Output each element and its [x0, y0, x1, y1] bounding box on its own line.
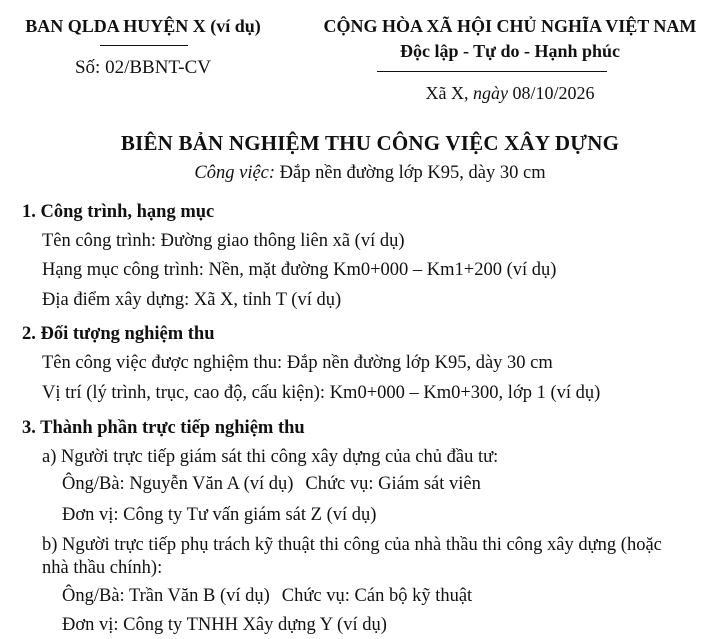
project-component-line: Hạng mục công trình: Nền, mặt đường Km0+000 – Km1+200 (ví dụ) — [42, 260, 557, 280]
project-location-line: Địa điểm xây dựng: Xã X, tỉnh T (ví dụ) — [42, 290, 342, 310]
contractor-intro-line-2: nhà thầu chính): — [42, 558, 163, 578]
supervisor-person-line — [62, 474, 481, 495]
supervisor-position: Chức vụ: Giám sát viên — [305, 474, 481, 494]
place: Xã X, — [425, 83, 473, 103]
contractor-intro-line-1: b) Người trực tiếp phụ trách kỹ thuật thi công của nhà thầu thi công xây dựng (hoặc — [42, 535, 662, 555]
section-3-heading: 3. Thành phần trực tiếp nghiệm thu — [22, 418, 305, 438]
issuing-organization: BAN QLDA HUYỆN X (ví dụ) — [25, 16, 261, 36]
national-title: CỘNG HÒA XÃ HỘI CHỦ NGHĨA VIỆT NAM — [323, 16, 697, 36]
contractor-name: Ông/Bà: Trần Văn B (ví dụ) — [62, 586, 270, 606]
work-item-subtitle — [0, 163, 720, 184]
national-motto: Độc lập - Tự do - Hạnh phúc — [399, 41, 621, 61]
org-underline — [100, 45, 188, 46]
contractor-position: Chức vụ: Cán bộ kỹ thuật — [281, 586, 473, 606]
contractor-unit-line: Đơn vị: Công ty TNHH Xây dựng Y (ví dụ) — [62, 615, 387, 635]
section-1-heading: 1. Công trình, hạng mục — [22, 202, 215, 222]
date-word: ngày — [472, 83, 508, 103]
supervisor-unit-line: Đơn vị: Công ty Tư vấn giám sát Z (ví dụ) — [62, 505, 377, 525]
subtitle-label: Công việc: — [194, 163, 276, 183]
section-2-heading: 2. Đối tượng nghiệm thu — [22, 324, 215, 344]
document-number: Số: 02/BBNT-CV — [74, 57, 212, 78]
contractor-person-line — [62, 586, 472, 607]
supervisor-name: Ông/Bà: Nguyễn Văn A (ví dụ) — [62, 474, 294, 494]
subtitle-value: Đắp nền đường lớp K95, dày 30 cm — [275, 163, 546, 183]
date-value: 08/10/2026 — [507, 83, 595, 103]
document-title: BIÊN BẢN NGHIỆM THU CÔNG VIỆC XÂY DỰNG — [120, 131, 620, 155]
supervisor-intro-line: a) Người trực tiếp giám sát thi công xây dựng của chủ đầu tư: — [42, 447, 499, 467]
accepted-work-line: Tên công việc được nghiệm thu: Đắp nền đường lớp K95, dày 30 cm — [42, 353, 553, 373]
motto-underline — [377, 71, 607, 72]
place-and-date — [300, 83, 720, 104]
work-position-line: Vị trí (lý trình, trục, cao độ, cấu kiện): Km0+000 – Km0+300, lớp 1 (ví dụ) — [42, 383, 601, 403]
project-name-line: Tên công trình: Đường giao thông liên xã (ví dụ) — [42, 231, 405, 251]
